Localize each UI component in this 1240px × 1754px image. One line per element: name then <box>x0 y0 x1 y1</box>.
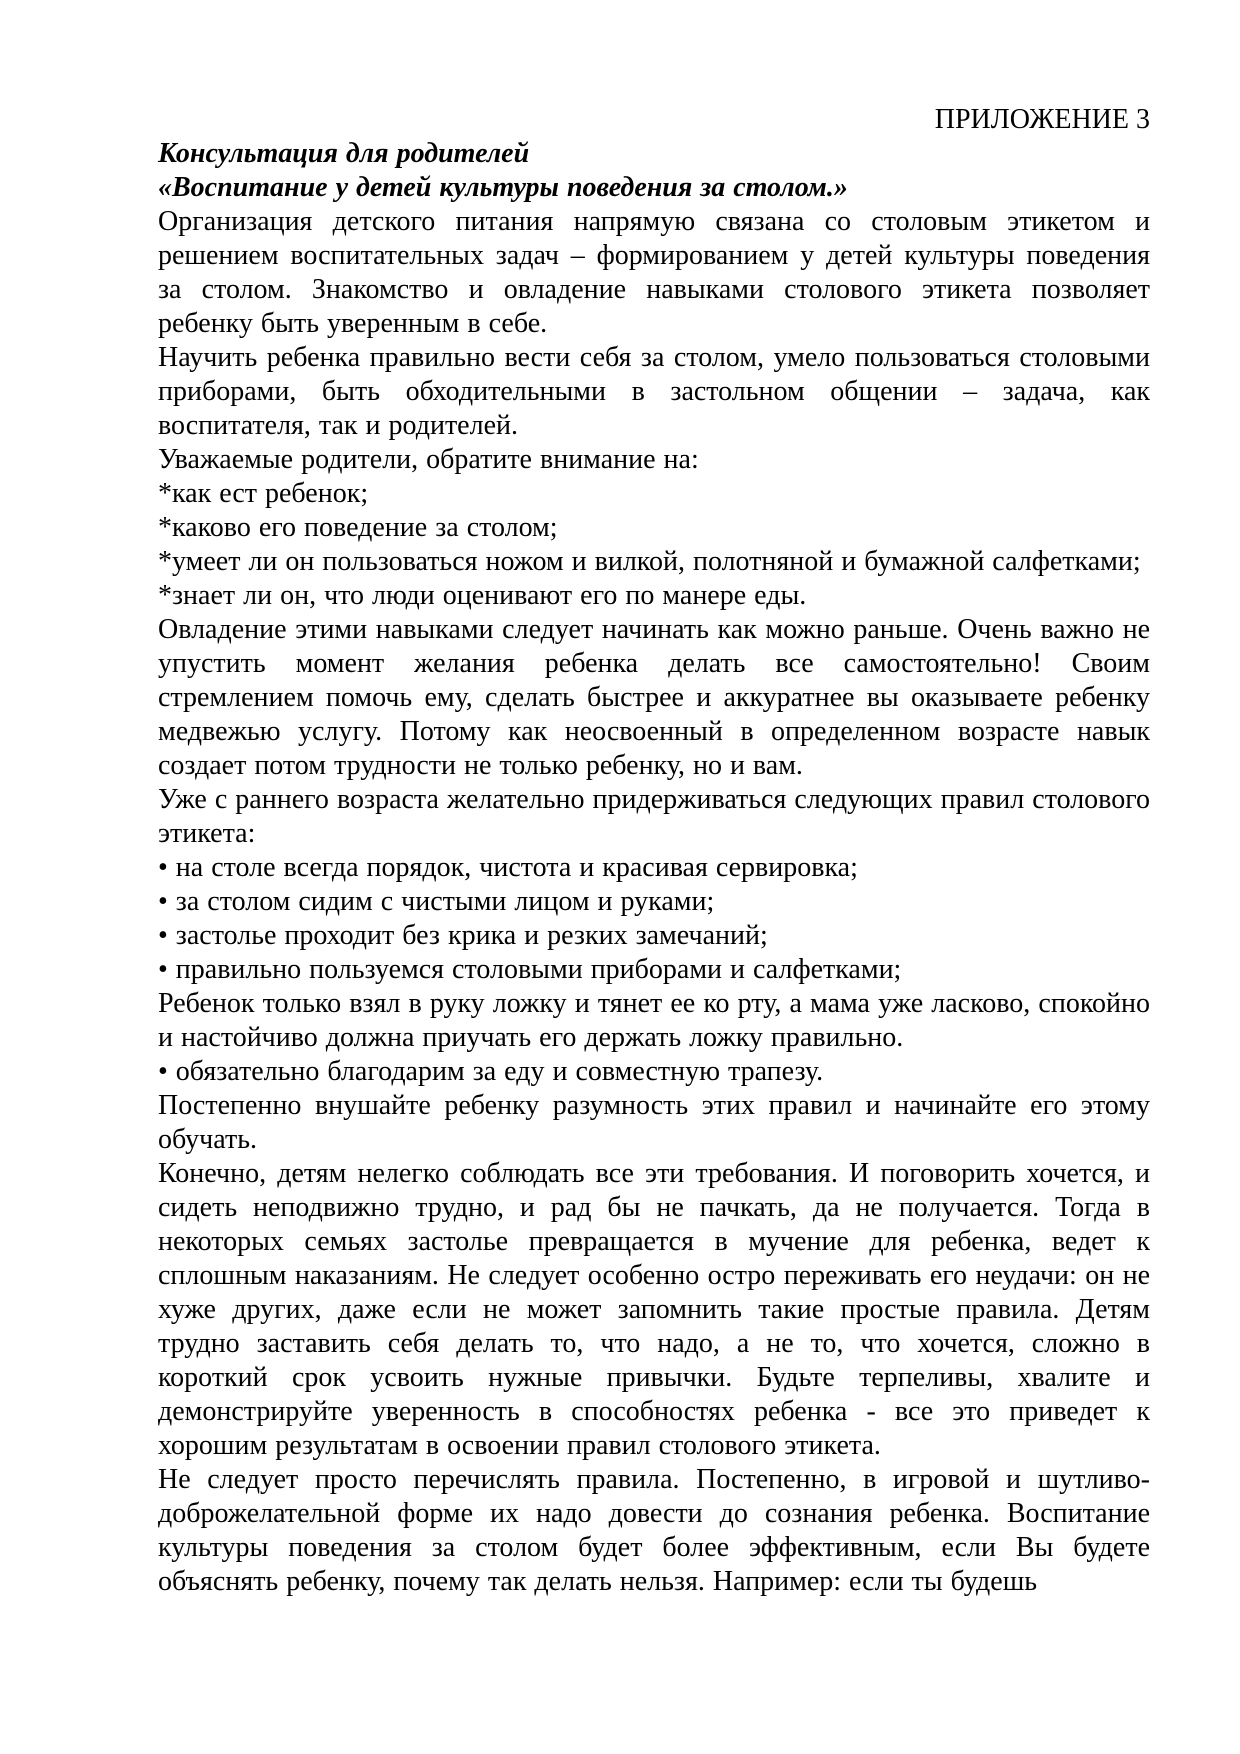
paragraph-difficult: Конечно, детям нелегко соблюдать все эти требования. И поговорить хочется, и сидеть неподвижно трудно, и рад бы не пачкать, да не получается. Тогда в некоторых семьях застолье превращается в мучение для ребенка, ведет к сплошным наказаниям. Не следует особенно остро переживать его неудачи: он не хуже других, даже если не может запомнить такие простые правила. Детям трудно заставить себя делать то, что надо, а не то, что хочется, сложно в короткий срок усвоить нужные привычки. Будьте терпеливы, хвалите и демонстрируйте уверенность в способностях ребенка - все это приведет к хорошим результатам в освоении правил столового этикета. <box>158 1158 1150 1461</box>
appendix-label: ПРИЛОЖЕНИЕ 3 <box>934 104 1150 135</box>
paragraph-rules-intro: Уже с раннего возраста желательно придерживаться следующих правил столового этикета: <box>158 784 1150 849</box>
paragraph-intro: Организация детского питания напрямую связана со столовым этикетом и решением воспитательных задач – формированием у детей культуры поведения за столом. Знакомство и овладение навыками столового этикета позволяет ребенку быть уверенным в себе. <box>158 206 1150 339</box>
bullet-use-cutlery: • правильно пользуемся столовыми приборами и салфетками; <box>158 954 902 985</box>
paragraph-playful-form: Не следует просто перечислять правила. Постепенно, в игровой и шутливо-доброжелательной форме их надо довести до сознания ребенка. Воспитание культуры поведения за столом будет более эффективным, если Вы будете объяснять ребенку, почему так делать нельзя. Например: если ты будешь <box>158 1464 1150 1597</box>
bullet-no-shouting: • застолье проходит без крика и резких замечаний; <box>158 920 768 951</box>
paragraph-teach-task: Научить ребенка правильно вести себя за столом, умело пользоваться столовыми приборами, быть обходительными в застольном общении – задача, как воспитателя, так и родителей. <box>158 342 1150 441</box>
document-title: Консультация для родителей <box>158 138 530 169</box>
bullet-clean-hands: • за столом сидим с чистыми лицом и руками; <box>158 886 715 917</box>
text-block <box>158 103 1150 1599</box>
paragraph-spoon: Ребенок только взял в руку ложку и тянет ее ко рту, а мама уже ласково, спокойно и настойчиво должна приучать его держать ложку правильно. <box>158 988 1150 1053</box>
list-item-behavior: *каково его поведение за столом; <box>158 512 558 543</box>
paragraph-instill: Постепенно внушайте ребенку разумность этих правил и начинайте его этому обучать. <box>158 1090 1150 1155</box>
list-item-cutlery: *умеет ли он пользоваться ножом и вилкой, полотняной и бумажной салфетками; <box>158 546 1141 577</box>
paragraph-skills-early: Овладение этими навыками следует начинать как можно раньше. Очень важно не упустить момент желания ребенка делать все самостоятельно! Своим стремлением помочь ему, сделать быстрее и аккуратнее вы оказываете ребенку медвежью услугу. Потому как неосвоенный в определенном возрасте навык создает потом трудности не только ребенку, но и вам. <box>158 614 1150 781</box>
paragraph-attention: Уважаемые родители, обратите внимание на: <box>158 444 699 475</box>
bullet-serving: • на столе всегда порядок, чистота и красивая сервировка; <box>158 852 858 883</box>
list-item-manners: *знает ли он, что люди оценивают его по манере еды. <box>158 580 807 611</box>
list-item-how-eats: *как ест ребенок; <box>158 478 369 509</box>
document-subtitle: «Воспитание у детей культуры поведения за столом.» <box>158 172 848 203</box>
bullet-thanks: • обязательно благодарим за еду и совместную трапезу. <box>158 1056 824 1087</box>
